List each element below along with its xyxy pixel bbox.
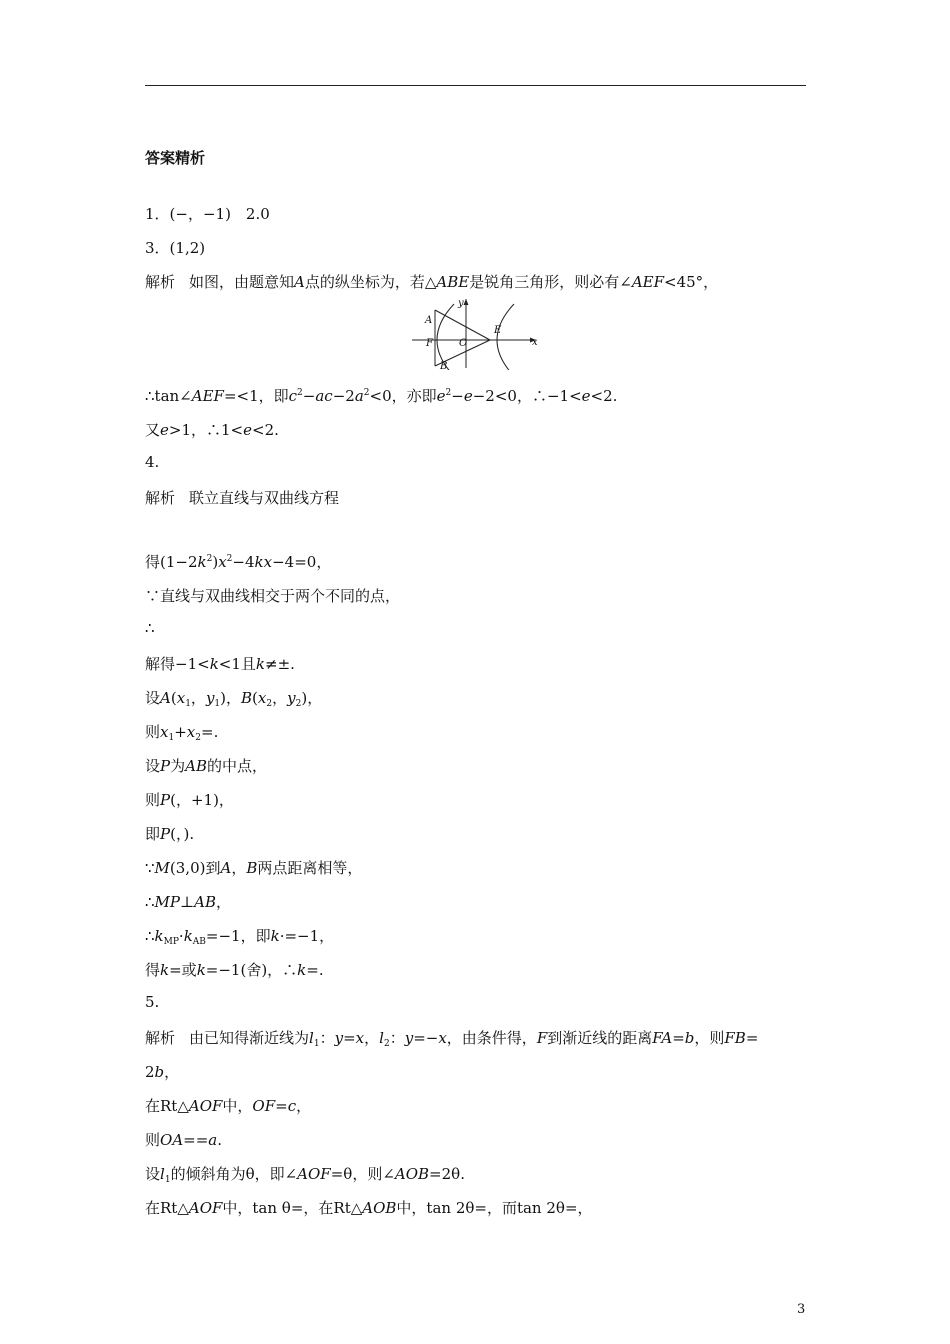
analysis-5: 解析 由已知得渐近线为$l_1$：y=x，$l_2$：y=−x，由条件得，F到渐近线的距离FA=b，则FB= (145, 1029, 759, 1049)
hyperbola-figure (408, 296, 544, 370)
section-heading: 答案精析 (145, 149, 206, 167)
analysis-4-l13: 得k=或k=−1(舍)，∴k=. (145, 961, 324, 979)
analysis-4-l5: 设$A(x_1$，$y_1$)，$B(x_2$，$y_2$)， (145, 689, 323, 709)
analysis-4: 解析 联立直线与双曲线方程 (145, 489, 340, 507)
analysis-4-eq: 得$(1-2k^2)x^2-4kx-4=0$， (145, 553, 332, 571)
analysis-4-l11: ∴MP⊥AB， (145, 893, 231, 911)
analysis-3-cont-2: 又e>1，∴1<e<2. (145, 421, 279, 439)
analysis-4-l6: 则$x_1+x_2=$. (145, 723, 219, 743)
analysis-3: 解析 如图，由题意知A点的纵坐标为，若△ABE是锐角三角形，则必有∠AEF<45°， (145, 273, 719, 291)
answer-line-5: 5. (145, 993, 160, 1011)
analysis-4-l7: 设P为AB的中点， (145, 757, 267, 775)
analysis-5-l4: 则OA==a. (145, 1131, 223, 1149)
analysis-5-l5: 设$l_1$的倾斜角为θ，即∠AOF=θ，则∠AOB=2θ. (145, 1165, 465, 1185)
analysis-4-l2: ∵直线与双曲线相交于两个不同的点， (145, 587, 401, 605)
label-A: A (425, 315, 433, 326)
label-y: y (458, 298, 464, 309)
analysis-4-l9: 即P(，). (145, 825, 195, 843)
label-F: F (426, 338, 433, 349)
label-O: O (459, 338, 468, 349)
answer-line-1: 1．(−，−1) 2.0 (145, 205, 270, 223)
analysis-4-l4: 解得−1<k<1且k≠±. (145, 655, 295, 673)
answer-line-4: 4. (145, 453, 160, 471)
label-B: B (440, 361, 448, 370)
analysis-5-l6: 在Rt△AOF中，tan θ=，在Rt△AOB中，tan 2θ=，而tan 2θ=， (145, 1199, 593, 1217)
label-E: E (494, 325, 502, 336)
analysis-5-l2: 2b， (145, 1063, 180, 1081)
answer-line-3: 3．(1,2) (145, 239, 206, 257)
analysis-4-l12: $\therefore k_{MP}\cdot k_{AB}=-1$，即k·=−1， (145, 927, 335, 947)
analysis-4-l8: 则P(，+1)， (145, 791, 234, 809)
analysis-4-l10: ∵M(3,0)到A，B两点距离相等， (145, 859, 363, 877)
analysis-4-l3: ∴ (145, 619, 155, 637)
page-number: 3 (797, 1302, 806, 1317)
label-x: x (532, 337, 538, 348)
analysis-5-l3: 在Rt△AOF中，OF=c， (145, 1097, 312, 1115)
analysis-3-cont-1: ∴tan∠AEF=<1，即$c^2-ac-2a^2<0$，亦即$e^2-e-2<0$，∴−1<e<2. (145, 387, 618, 405)
header-rule (145, 85, 806, 86)
